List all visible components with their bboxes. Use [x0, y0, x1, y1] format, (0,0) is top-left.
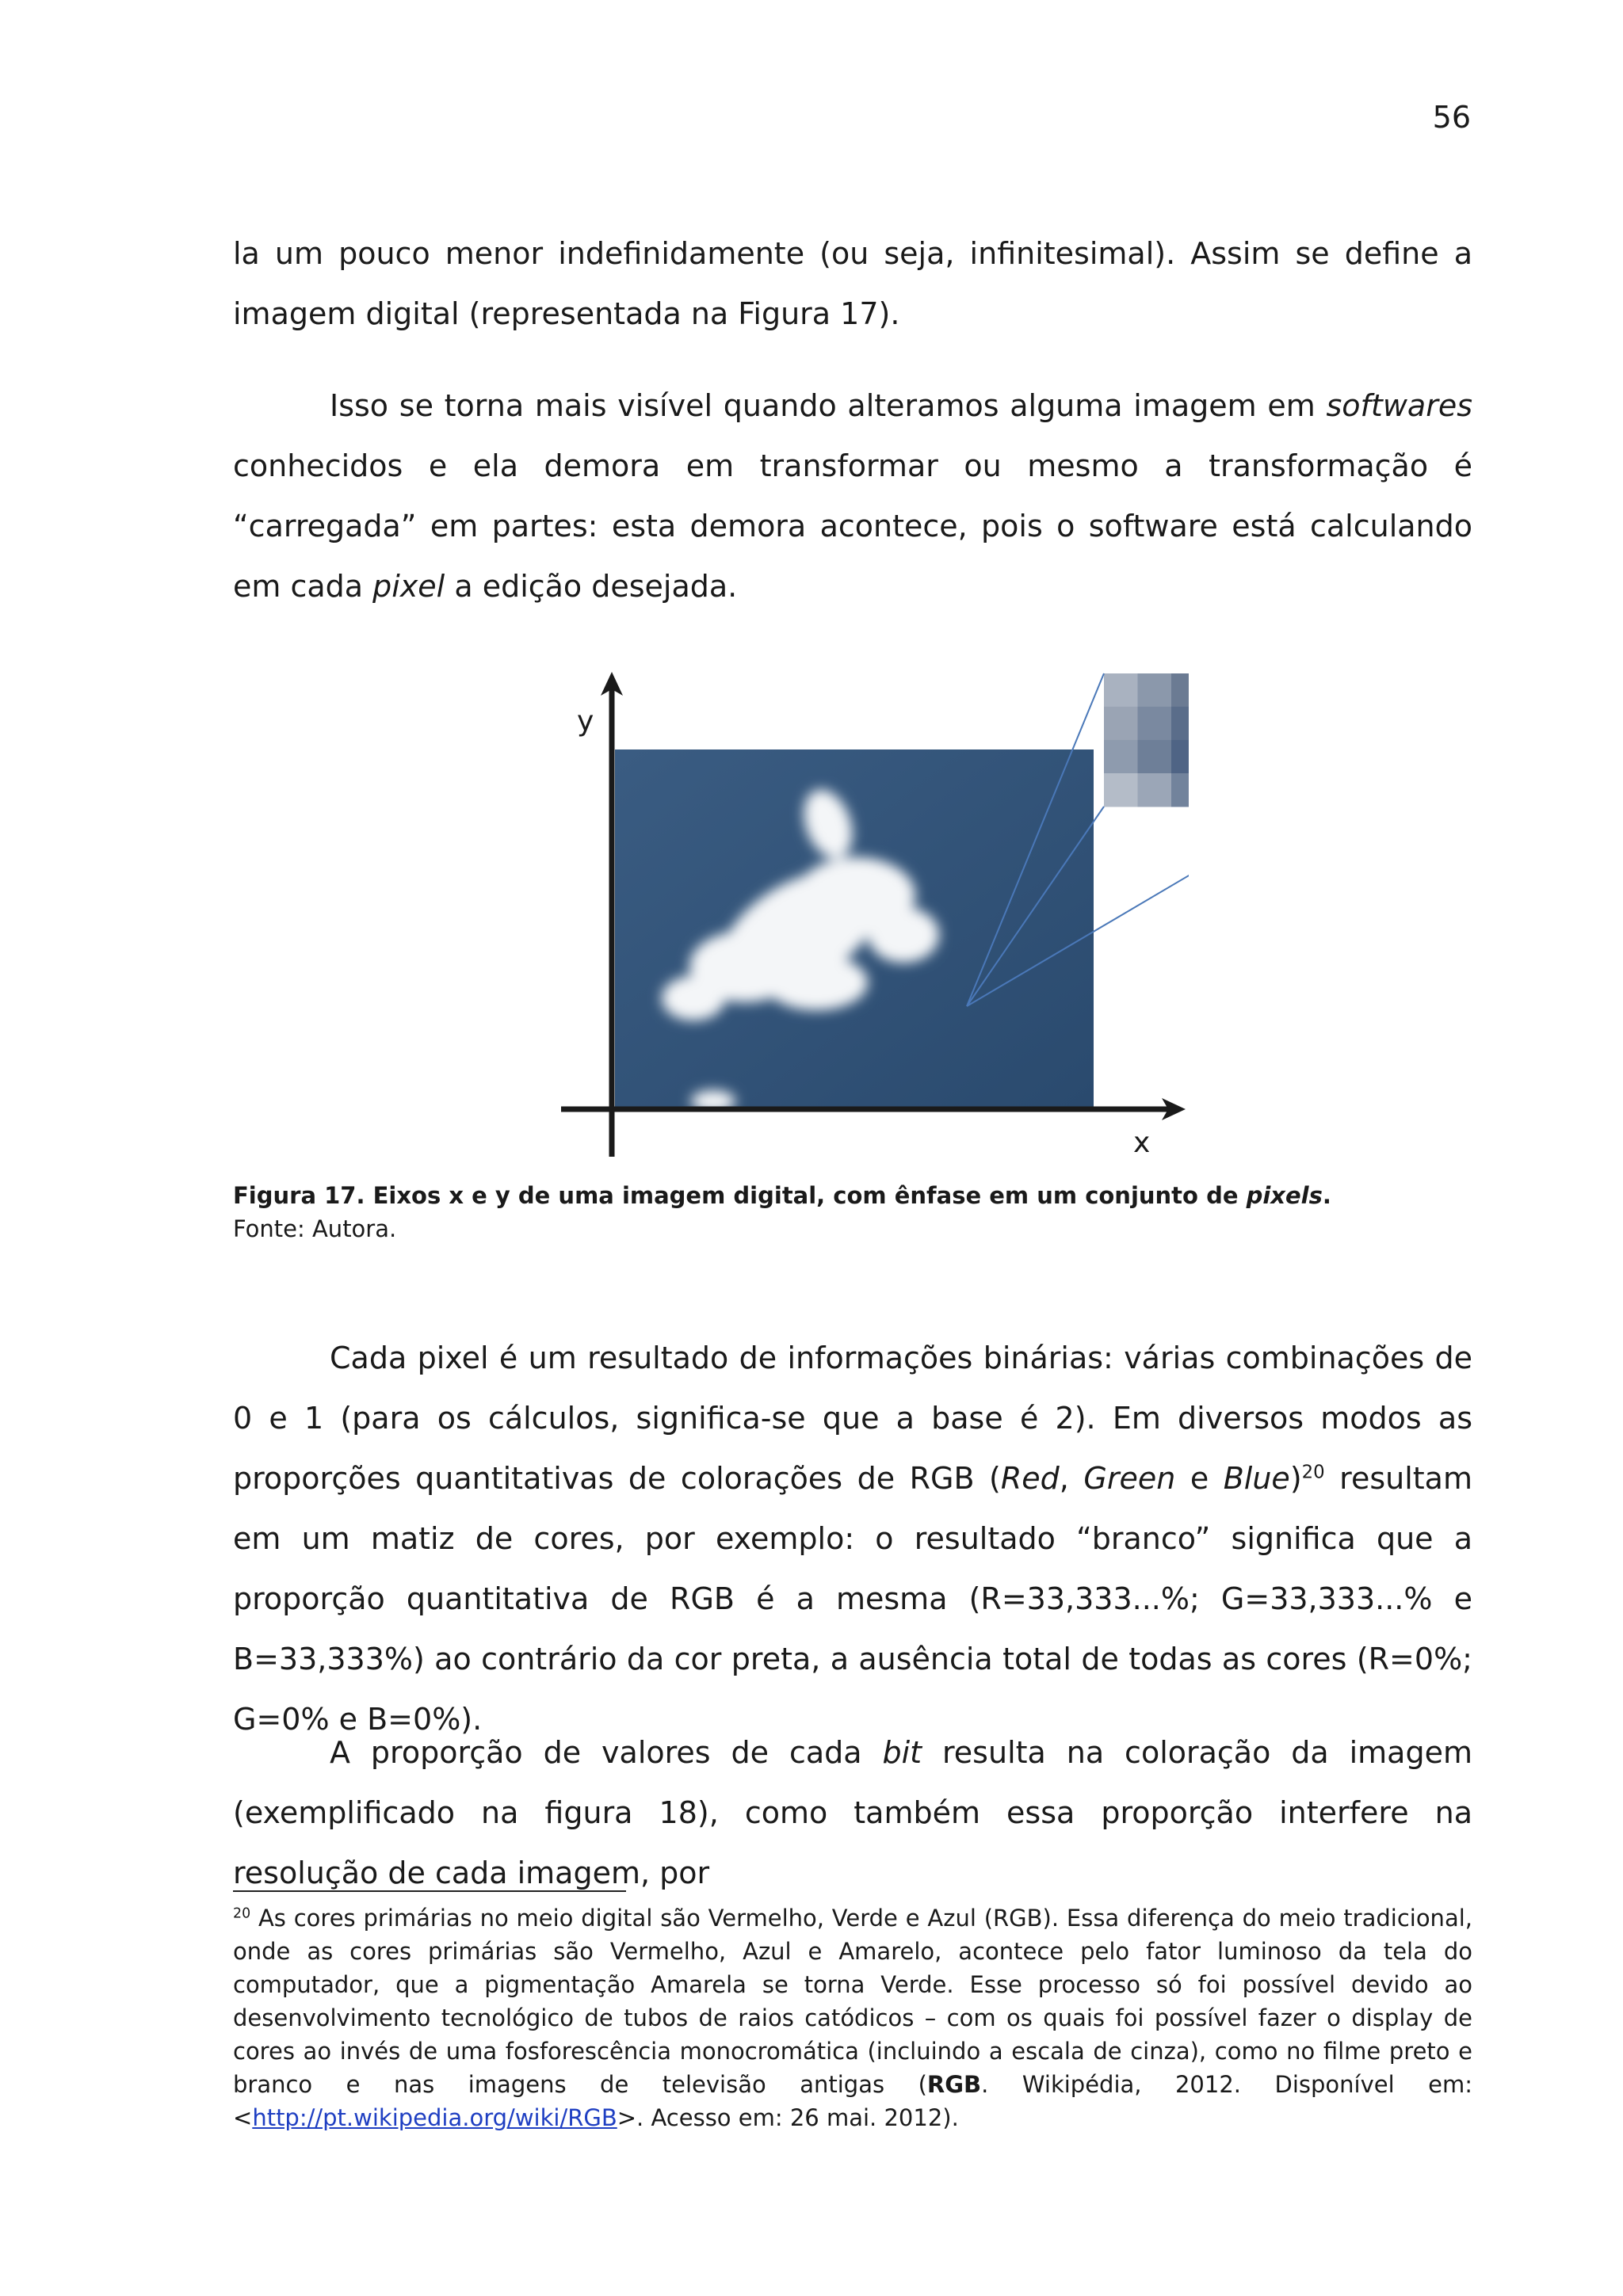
footnote-number: 20	[233, 1905, 251, 1922]
paragraph-4-text-a: A proporção de valores de cada	[330, 1735, 883, 1770]
caption-title-emphasis: pixels	[1246, 1182, 1323, 1209]
pixel-cell	[1138, 673, 1172, 707]
footnote-reference-20[interactable]: 20	[1301, 1462, 1325, 1483]
paragraph-3-text-e: resultam em um matiz de cores, por exemplo: o resultado “branco” significa que a proporção quantitativa de RGB é a mesma (R=33,333...%; G=33,333...% e B=33,333%) ao contrário da cor preta, a ausência total de todas as cores (R=0%; G=0% e B=0%).	[233, 1461, 1472, 1737]
caption-title	[233, 1179, 1472, 1212]
caption-title-text: Figura 17. Eixos x e y de uma imagem digital, com ênfase em um conjunto de	[233, 1182, 1247, 1209]
paragraph-4	[233, 1722, 1472, 1903]
paragraph-3-text-d: )	[1289, 1461, 1302, 1496]
wikipedia-rgb-link[interactable]: http://pt.wikipedia.org/wiki/RGB	[252, 2104, 617, 2131]
caption-source: Fonte: Autora.	[233, 1215, 397, 1242]
paragraph-2	[233, 376, 1472, 616]
paragraph-1	[233, 223, 1472, 344]
pixel-cell	[1138, 707, 1172, 741]
pixel-cell	[1104, 673, 1138, 707]
paragraph-3-emphasis-red: Red	[1000, 1461, 1060, 1496]
paragraph-4-text-b: resulta na coloração da imagem (exemplificado na figura 18), como também essa proporção interfere na resolução de cada imagem, por	[233, 1735, 1472, 1890]
paragraph-4-emphasis-bit: bit	[882, 1735, 922, 1770]
caption-title-end: .	[1322, 1182, 1331, 1209]
footnote-20	[233, 1901, 1472, 2134]
footnote-text-c: >. Acesso em: 26 mai. 2012).	[617, 2104, 959, 2131]
pixel-cell	[1104, 740, 1138, 774]
pixel-zoom-grid	[1104, 673, 1189, 807]
pixel-cell	[1138, 773, 1172, 807]
pixel-cell	[1171, 740, 1189, 774]
pixel-cell	[1171, 673, 1189, 707]
figure-17-illustration	[555, 666, 1189, 1173]
footnote-bold-rgb: RGB	[926, 2071, 982, 2098]
figure-caption	[233, 1179, 1472, 1245]
paragraph-1-text: la um pouco menor indefinidamente (ou seja, infinitesimal). Assim se define a imagem digital (representada na Figura 17).	[233, 236, 1472, 331]
paragraph-2-emphasis-softwares: softwares	[1326, 388, 1472, 423]
pixel-cell	[1171, 707, 1189, 741]
footnote-text-a: As cores primárias no meio digital são Vermelho, Verde e Azul (RGB). Essa diferença do meio tradicional, onde as cores primárias são Vermelho, Azul e Amarelo, acontece pelo fator luminoso da tela do computador, que a pigmentação Amarela se torna Verde. Esse processo só foi possível devido ao desenvolvimento tecnológico de tubos de raios catódicos – com os quais foi possível fazer o display de cores ao invés de uma fosforescência monocromática (incluindo a escala de cinza), como no filme preto e branco e nas imagens de televisão antigas (	[233, 1905, 1472, 2098]
paragraph-3-emphasis-green: Green	[1083, 1461, 1176, 1496]
paragraph-2-text-a: Isso se torna mais visível quando alteramos alguma imagem em	[330, 388, 1327, 423]
paragraph-2-emphasis-pixel: pixel	[372, 569, 445, 604]
paragraph-3-text-a: Cada pixel é um resultado de informações binárias: várias combinações de 0 e 1 (para os cálculos, significa-se que a base é 2). Em diversos modos as proporções quantitativas de colorações de RGB (	[233, 1341, 1472, 1496]
paragraph-3	[233, 1328, 1472, 1749]
y-axis-label: y	[577, 705, 594, 738]
paragraph-3-text-b: ,	[1059, 1461, 1084, 1496]
pixel-cell	[1171, 773, 1189, 807]
page-number: 56	[1432, 100, 1471, 135]
paragraph-2-text-b: conhecidos e ela demora em transformar ou mesmo a transformação é “carregada” em partes: esta demora acontece, pois o software está calculando em cada	[233, 448, 1472, 604]
paragraph-3-emphasis-blue: Blue	[1223, 1461, 1290, 1496]
x-axis-label: x	[1133, 1127, 1151, 1159]
paragraph-2-text-c: a edição desejada.	[445, 569, 738, 604]
footnote-text-b: . Wikipédia, 2012. Disponível em: <	[233, 2071, 1472, 2131]
figure-17	[555, 666, 1189, 1173]
pixel-cell	[1104, 707, 1138, 741]
paragraph-3-text-c: e	[1175, 1461, 1224, 1496]
pixel-cell	[1104, 773, 1138, 807]
pixel-cell	[1138, 740, 1172, 774]
footnote-separator	[233, 1890, 626, 1892]
